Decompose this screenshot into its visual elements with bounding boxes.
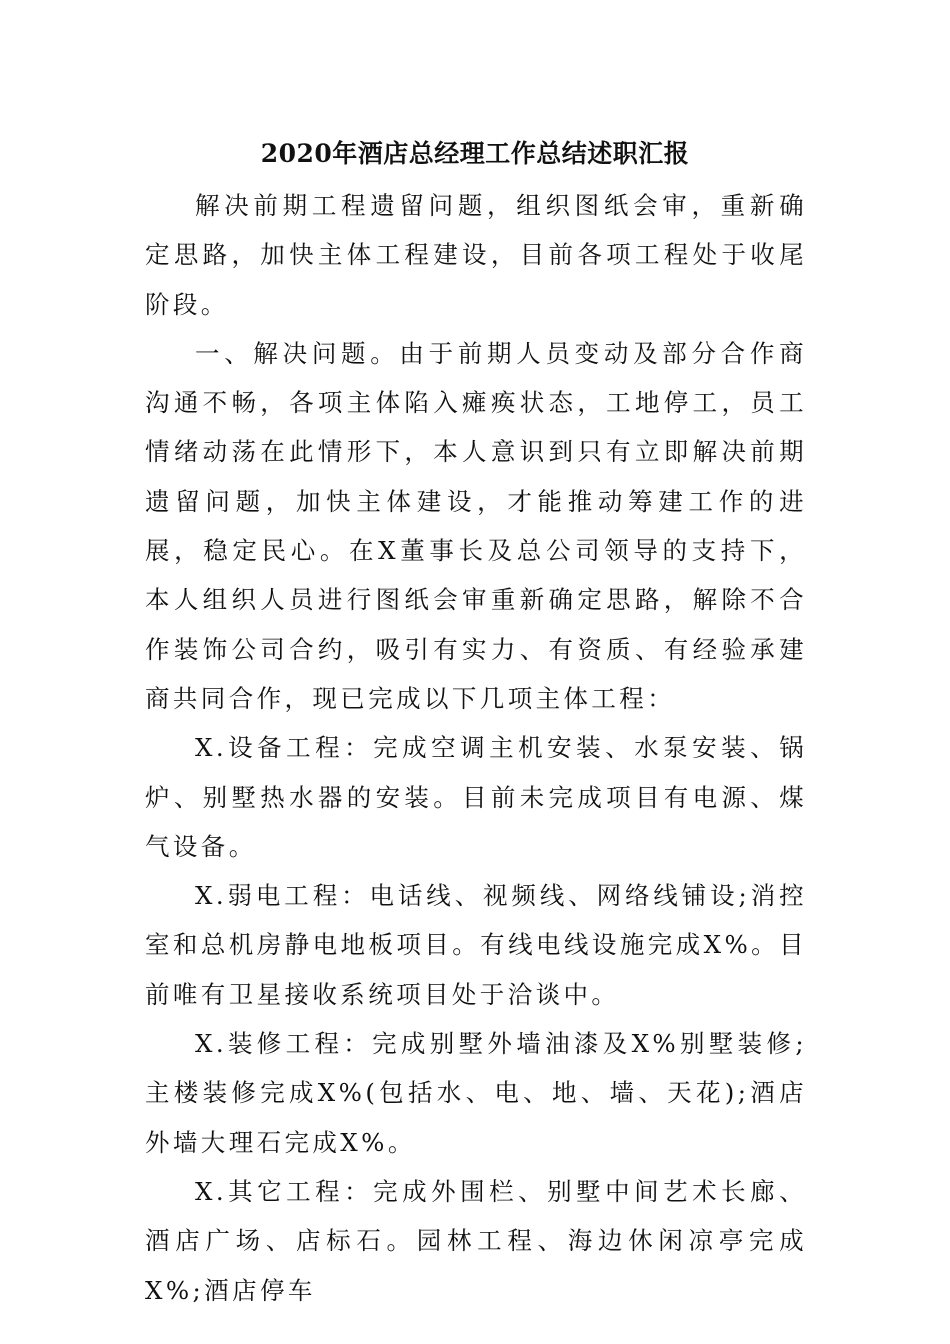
paragraph-equipment: X.设备工程：完成空调主机安装、水泵安装、锅炉、别墅热水器的安装。目前未完成项目有电源、煤气设备。 bbox=[145, 733, 807, 861]
paragraph-intro: 解决前期工程遗留问题，组织图纸会审，重新确定思路，加快主体工程建设，目前各项工程处于收尾阶段。 bbox=[145, 191, 807, 319]
document-title: 2020年酒店总经理工作总结述职汇报 bbox=[260, 139, 690, 168]
paragraph-section-one: 一、解决问题。由于前期人员变动及部分合作商沟通不畅，各项主体陷入瘫痪状态，工地停工，员工情绪动荡在此情形下，本人意识到只有立即解决前期遗留问题，加快主体建设，才能推动筹建工作的进展，稳定民心。在X董事长及总公司领导的支持下，本人组织人员进行图纸会审重新确定思路，解除不合作装饰公司合约，吸引有实力、有资质、有经验承建商共同合作，现已完成以下几项主体工程： bbox=[145, 338, 807, 713]
paragraph-low-voltage: X.弱电工程：电话线、视频线、网络线铺设;消控室和总机房静电地板项目。有线电线设施完成X%。目前唯有卫星接收系统项目处于洽谈中。 bbox=[145, 881, 807, 1009]
paragraph-other: X.其它工程：完成外围栏、别墅中间艺术长廊、酒店广场、店标石。园林工程、海边休闲凉亭完成X%;酒店停车 bbox=[145, 1176, 807, 1305]
document-body bbox=[145, 181, 807, 1315]
paragraph-decoration: X.装修工程：完成别墅外墙油漆及X%别墅装修;主楼装修完成X%(包括水、电、地、墙、天花);酒店外墙大理石完成X%。 bbox=[145, 1029, 807, 1157]
